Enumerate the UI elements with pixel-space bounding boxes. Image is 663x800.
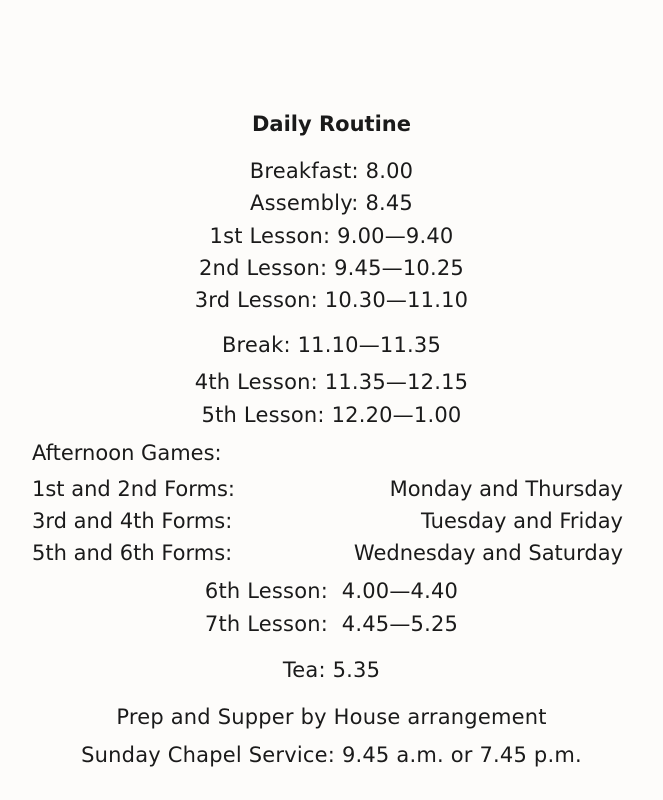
schedule-item-lesson-2: 2nd Lesson: 9.45—10.25 [199,256,464,280]
schedule-item-lesson-7: 7th Lesson: 4.45—5.25 [204,612,459,636]
schedule-item-prep-supper: Prep and Supper by House arrangement [116,705,547,729]
schedule-item-lesson-3: 3rd Lesson: 10.30—11.10 [194,288,469,312]
page-title: Daily Routine [252,112,411,136]
games-days-5-6: Wednesday and Saturday [353,541,623,565]
games-days-3-4: Tuesday and Friday [421,509,623,533]
schedule-item-lesson-6: 6th Lesson: 4.00—4.40 [204,579,459,603]
schedule-item-tea: Tea: 5.35 [282,658,381,682]
games-forms-5-6: 5th and 6th Forms: [32,541,233,565]
schedule-item-assembly: Assembly: 8.45 [250,191,413,215]
games-forms-3-4: 3rd and 4th Forms: [32,509,233,533]
schedule-item-chapel: Sunday Chapel Service: 9.45 a.m. or 7.45 p.m. [81,743,582,767]
afternoon-games-heading: Afternoon Games: [32,441,222,465]
schedule-item-lesson-1: 1st Lesson: 9.00—9.40 [209,224,454,248]
schedule-item-breakfast: Breakfast: 8.00 [249,159,414,183]
schedule-item-lesson-4: 4th Lesson: 11.35—12.15 [194,370,469,394]
games-forms-1-2: 1st and 2nd Forms: [32,477,235,501]
games-days-1-2: Monday and Thursday [389,477,623,501]
schedule-item-lesson-5: 5th Lesson: 12.20—1.00 [201,403,462,427]
schedule-item-break: Break: 11.10—11.35 [221,333,442,357]
